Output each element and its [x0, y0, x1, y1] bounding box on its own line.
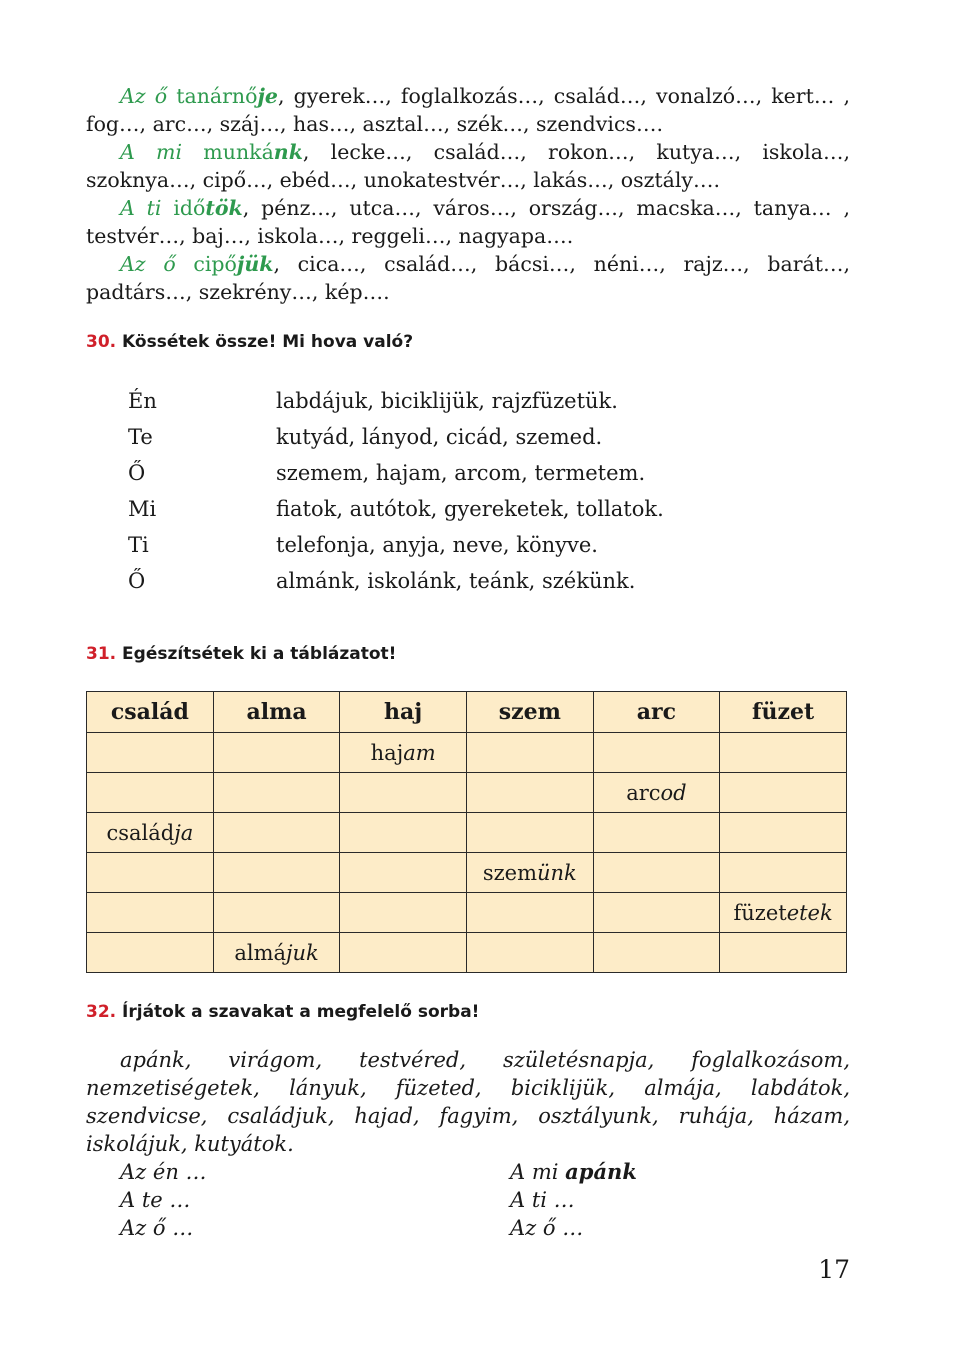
prompt-line: [510, 1214, 637, 1242]
table-cell[interactable]: [466, 813, 593, 853]
pronoun-label: Mi: [128, 497, 157, 521]
prompt-text: A ti …: [510, 1188, 575, 1212]
table-cell[interactable]: [213, 893, 340, 933]
table-cell: [87, 813, 214, 853]
intro-line-3-lead: A ti: [120, 196, 162, 220]
cell-suffix: am: [403, 740, 436, 765]
table-row: [87, 853, 847, 893]
table-cell[interactable]: [340, 933, 467, 973]
prompt-line: [510, 1158, 637, 1186]
word-group: telefonja, anyja, neve, könyve.: [276, 533, 598, 557]
table-cell[interactable]: [340, 893, 467, 933]
table-row: [87, 813, 847, 853]
prompt-example-answer: apánk: [565, 1159, 637, 1184]
exercise-30-title: Kössétek össze! Mi hova való?: [122, 332, 414, 352]
intro-line-1-stem: tanárnő: [176, 84, 258, 108]
table-cell[interactable]: [593, 853, 720, 893]
cell-suffix: etek: [786, 900, 833, 925]
pronoun-label: Ő: [128, 569, 146, 593]
exercise-32-word-list: [86, 1046, 850, 1158]
table-cell[interactable]: [466, 893, 593, 933]
table-cell[interactable]: [593, 813, 720, 853]
table-cell[interactable]: [466, 733, 593, 773]
intro-line-2: [86, 138, 850, 194]
word-group: szemem, hajam, arcom, termetem.: [276, 461, 646, 485]
intro-line-1-rest: , gyerek…, foglalkozás…, család…, vonalzó…, kert… , fog…, arc…, száj…, has…, asztal…, szék…, szendvics….: [86, 84, 850, 136]
intro-line-2-stem: munká: [203, 140, 274, 164]
prompt-line: A te …: [120, 1188, 191, 1212]
intro-line-4: [86, 250, 850, 306]
intro-line-3-rest: , pénz…, utca…, város…, ország…, macska…, tanya… , testvér…, baj…, iskola…, reggeli…, nagyapa….: [86, 196, 850, 248]
intro-line-3-suffix: tök: [205, 196, 243, 220]
table-row: [87, 933, 847, 973]
intro-line-1: [86, 82, 850, 138]
cell-stem: almá: [234, 940, 286, 965]
column-header: füzet: [720, 692, 847, 733]
table-cell[interactable]: [213, 733, 340, 773]
table-cell[interactable]: [720, 773, 847, 813]
table-cell[interactable]: [87, 893, 214, 933]
word-group: labdájuk, biciklijük, rajzfüzetük.: [276, 389, 618, 413]
table-header-row: [87, 692, 847, 733]
cell-stem: szem: [482, 860, 537, 885]
table-cell[interactable]: [340, 813, 467, 853]
pronoun-label: Ti: [128, 533, 149, 557]
intro-line-4-lead: Az ő: [120, 252, 176, 276]
word-list-text: apánk, virágom, testvéred, születésnapja, foglalkozásom, nemzetiségetek, lányuk, füzeted, biciklijük, almája, labdátok, szendvicse, családjuk, hajad, fagyim, osztályunk, ruhája, házam, iskolájuk, kutyátok.: [86, 1048, 850, 1156]
exercise-31-heading: [86, 644, 396, 664]
intro-line-2-suffix: nk: [273, 140, 303, 164]
cell-suffix: juk: [286, 940, 319, 965]
table-cell[interactable]: [593, 733, 720, 773]
table-cell[interactable]: [87, 853, 214, 893]
column-header: alma: [213, 692, 340, 733]
table-cell: [340, 733, 467, 773]
table-cell[interactable]: [340, 853, 467, 893]
table-cell[interactable]: [213, 853, 340, 893]
intro-line-1-lead: Az ő: [120, 84, 168, 108]
exercise-31-number: 31.: [86, 644, 117, 664]
table-cell[interactable]: [87, 933, 214, 973]
table-cell[interactable]: [340, 773, 467, 813]
page-number: 17: [818, 1255, 850, 1284]
table-cell: [593, 773, 720, 813]
table-cell[interactable]: [720, 813, 847, 853]
cell-suffix: od: [660, 780, 687, 805]
prompt-text: A mi: [510, 1160, 566, 1184]
table-cell[interactable]: [720, 733, 847, 773]
column-header: család: [87, 692, 214, 733]
intro-line-4-stem: cipő: [193, 252, 237, 276]
intro-line-1-suffix: je: [257, 84, 278, 108]
table-cell[interactable]: [213, 773, 340, 813]
cell-stem: füzet: [733, 900, 787, 925]
prompt-line: Az én …: [120, 1160, 207, 1184]
cell-stem: arc: [626, 780, 661, 805]
table-row: [87, 733, 847, 773]
column-header: haj: [340, 692, 467, 733]
prompt-line: [510, 1186, 637, 1214]
intro-line-3-stem: idő: [173, 196, 206, 220]
exercise-30-number: 30.: [86, 332, 117, 352]
intro-line-2-rest: , lecke…, család…, rokon…, kutya…, iskola…, szoknya…, cipő…, ebéd…, unokatestvér…, lakás…, osztály….: [86, 140, 850, 192]
right-prompt-column: [510, 1158, 637, 1242]
prompt-line: Az ő …: [120, 1216, 194, 1240]
cell-suffix: ja: [174, 820, 194, 845]
exercise-30-heading: [86, 332, 413, 352]
cell-suffix: ünk: [537, 860, 577, 885]
pronoun-label: Ő: [128, 461, 146, 485]
cell-stem: haj: [370, 740, 404, 765]
possessive-table: [86, 691, 847, 973]
intro-line-4-suffix: jük: [236, 252, 274, 276]
table-cell[interactable]: [593, 933, 720, 973]
exercise-32-number: 32.: [86, 1002, 117, 1022]
pronoun-label: Te: [128, 425, 153, 449]
exercise-31-title: Egészítsétek ki a táblázatot!: [122, 644, 397, 664]
table-cell[interactable]: [87, 773, 214, 813]
cell-stem: család: [106, 820, 175, 845]
intro-line-2-lead: A mi: [120, 140, 183, 164]
table-cell: [466, 853, 593, 893]
table-cell[interactable]: [87, 733, 214, 773]
table-cell[interactable]: [720, 853, 847, 893]
table-cell[interactable]: [466, 773, 593, 813]
left-prompt-column: [120, 1158, 207, 1242]
intro-line-4-rest: , cica…, család…, bácsi…, néni…, rajz…, barát…, padtárs…, szekrény…, kép….: [86, 252, 850, 304]
intro-paragraph: [86, 82, 850, 306]
table-row: [87, 773, 847, 813]
word-group: almánk, iskolánk, teánk, székünk.: [276, 569, 636, 593]
exercise-32-heading: [86, 1002, 479, 1022]
column-header: arc: [593, 692, 720, 733]
table-cell[interactable]: [593, 893, 720, 933]
intro-line-3: [86, 194, 850, 250]
word-group: fiatok, autótok, gyereketek, tollatok.: [276, 497, 664, 521]
table-row: [87, 893, 847, 933]
table-cell: [213, 933, 340, 973]
table-cell[interactable]: [720, 933, 847, 973]
prompt-text: Az ő …: [510, 1216, 584, 1240]
table-cell[interactable]: [466, 933, 593, 973]
exercise-32-title: Írjátok a szavakat a megfelelő sorba!: [122, 1002, 480, 1022]
word-group: kutyád, lányod, cicád, szemed.: [276, 425, 603, 449]
table-cell: [720, 893, 847, 933]
table-cell[interactable]: [213, 813, 340, 853]
column-header: szem: [466, 692, 593, 733]
pronoun-label: Én: [128, 389, 157, 413]
